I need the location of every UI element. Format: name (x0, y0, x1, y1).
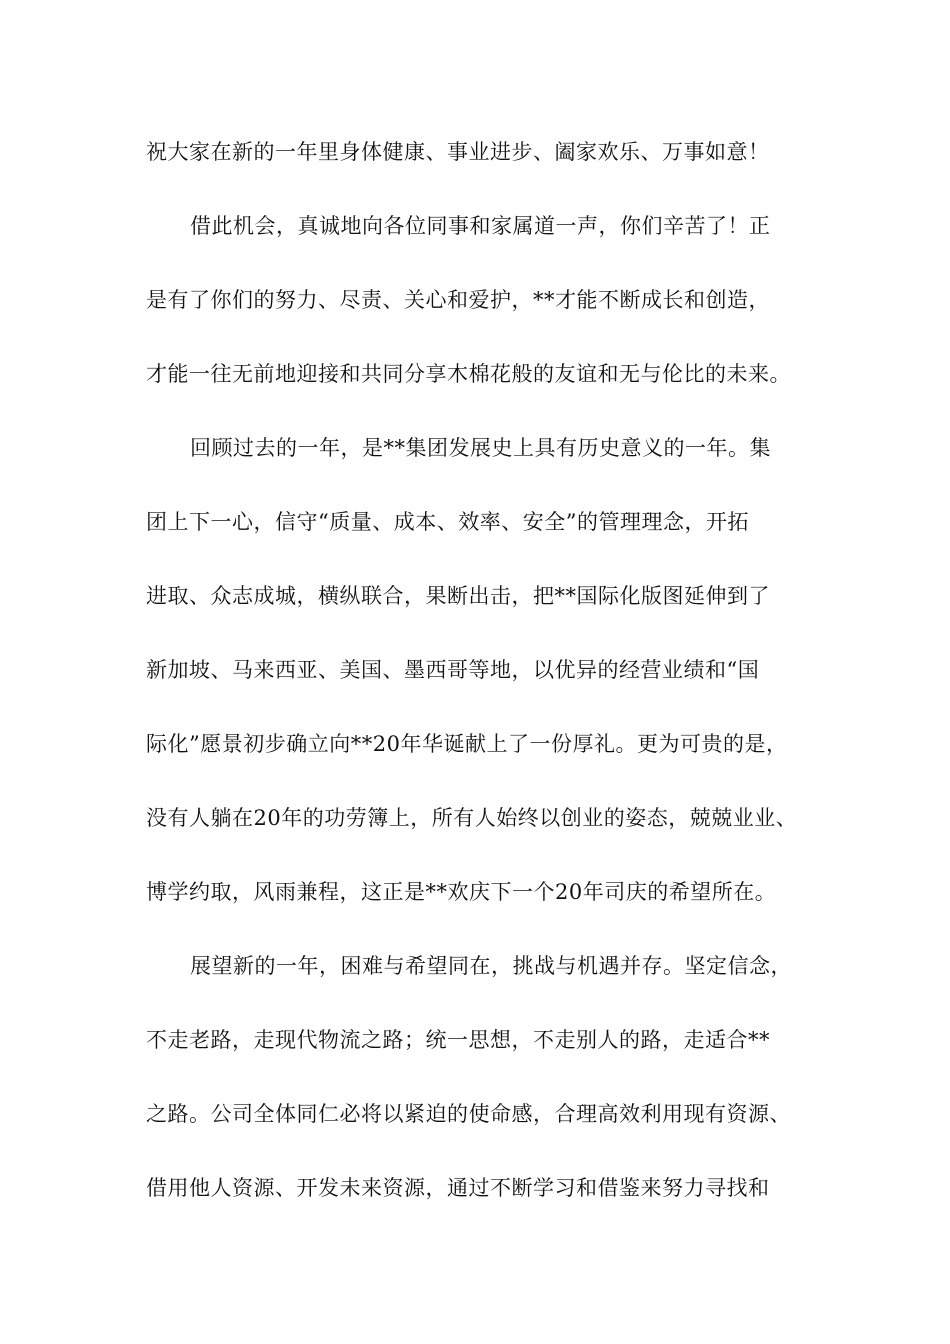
text-line-1: 祝大家在新的一年里身体健康、事业进步、阖家欢乐、万事如意！ (146, 140, 770, 164)
text-line-11: 博学约取，风雨兼程，这正是**欢庆下一个20年司庆的希望所在。 (146, 880, 777, 904)
text-line-6: 团上下一心，信守“质量、成本、效率、安全”的管理理念，开拓 (146, 510, 749, 534)
text-line-15: 借用他人资源、开发未来资源，通过不断学习和借鉴来努力寻找和 (146, 1176, 770, 1200)
text-line-10: 没有人躺在20年的功劳簿上，所有人始终以创业的姿态，兢兢业业、 (146, 806, 798, 830)
text-line-2: 借此机会，真诚地向各位同事和家属道一声，你们辛苦了！正 (190, 214, 771, 238)
text-line-12: 展望新的一年，困难与希望同在，挑战与机遇并存。坚定信念， (190, 954, 792, 978)
text-line-7: 进取、众志成城，横纵联合，果断出击，把**国际化版图延伸到了 (146, 584, 770, 608)
text-line-9: 际化”愿景初步确立向**20年华诞献上了一份厚礼。更为可贵的是， (146, 732, 788, 756)
text-line-4: 才能一往无前地迎接和共同分享木棉花般的友谊和无与伦比的未来。 (146, 362, 791, 386)
text-line-13: 不走老路，走现代物流之路；统一思想，不走别人的路，走适合** (146, 1028, 770, 1052)
text-line-5: 回顾过去的一年，是**集团发展史上具有历史意义的一年。集 (190, 436, 771, 460)
text-line-14: 之路。公司全体同仁必将以紧迫的使命感，合理高效利用现有资源、 (146, 1102, 791, 1126)
text-line-8: 新加坡、马来西亚、美国、墨西哥等地，以优异的经营业绩和“国 (146, 658, 760, 682)
text-line-3: 是有了你们的努力、尽责、关心和爱护，**才能不断成长和创造， (146, 288, 770, 312)
